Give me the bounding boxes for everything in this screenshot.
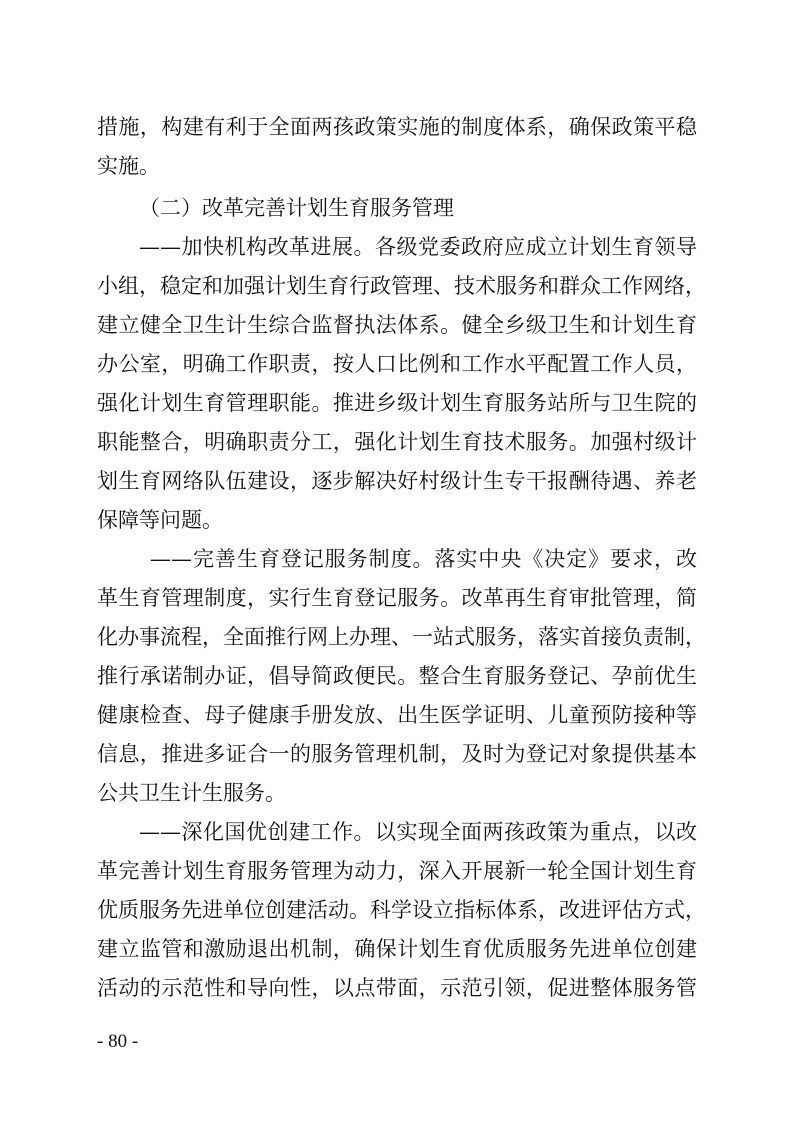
text-line: 实施。 (97, 154, 160, 178)
text-line: 健康检查、母子健康手册发放、出生医学证明、儿童预防接种等 (97, 703, 697, 727)
text-line: 强化计划生育管理职能。推进乡级计划生育服务站所与卫生院的 (97, 391, 697, 415)
text-line: 保障等问题。 (97, 508, 223, 532)
text-line: 革生育管理制度，实行生育登记服务。改革再生育审批管理，简 (97, 586, 697, 610)
section-heading: （二）改革完善计划生育服务管理 (139, 196, 454, 220)
text-line: 革完善计划生育服务管理为动力，深入开展新一轮全国计划生育 (97, 859, 697, 883)
text-line: 信息，推进多证合一的服务管理机制，及时为登记对象提供基本 (97, 742, 697, 766)
text-line: 职能整合，明确职责分工，强化计划生育技术服务。加强村级计 (97, 430, 697, 454)
text-line: 划生育网络队伍建设，逐步解决好村级计生专干报酬待遇、养老 (97, 469, 697, 493)
text-line: 活动的示范性和导向性，以点带面，示范引领，促进整体服务管 (97, 976, 697, 1000)
page-number: - 80 - (97, 1031, 139, 1052)
text-line: 推行承诺制办证，倡导简政便民。整合生育服务登记、孕前优生 (97, 664, 697, 688)
text-line: 建立监管和激励退出机制，确保计划生育优质服务先进单位创建 (97, 937, 697, 961)
text-line: 措施，构建有利于全面两孩政策实施的制度体系，确保政策平稳 (97, 115, 697, 139)
text-line: 化办事流程，全面推行网上办理、一站式服务，落实首接负责制， (97, 625, 706, 649)
text-line: 建立健全卫生计生综合监督执法体系。健全乡级卫生和计划生育 (97, 313, 697, 337)
text-line: 公共卫生计生服务。 (97, 781, 286, 805)
text-line: 小组，稳定和加强计划生育行政管理、技术服务和群众工作网络， (97, 274, 706, 298)
text-line: ——深化国优创建工作。以实现全面两孩政策为重点，以改 (139, 820, 697, 844)
text-line: ——完善生育登记服务制度。落实中央《决定》要求，改 (150, 547, 697, 571)
text-line: ——加快机构改革进展。各级党委政府应成立计划生育领导 (139, 235, 697, 259)
text-line: 办公室，明确工作职责，按人口比例和工作水平配置工作人员， (97, 352, 697, 376)
text-line: 优质服务先进单位创建活动。科学设立指标体系，改进评估方式， (97, 898, 706, 922)
